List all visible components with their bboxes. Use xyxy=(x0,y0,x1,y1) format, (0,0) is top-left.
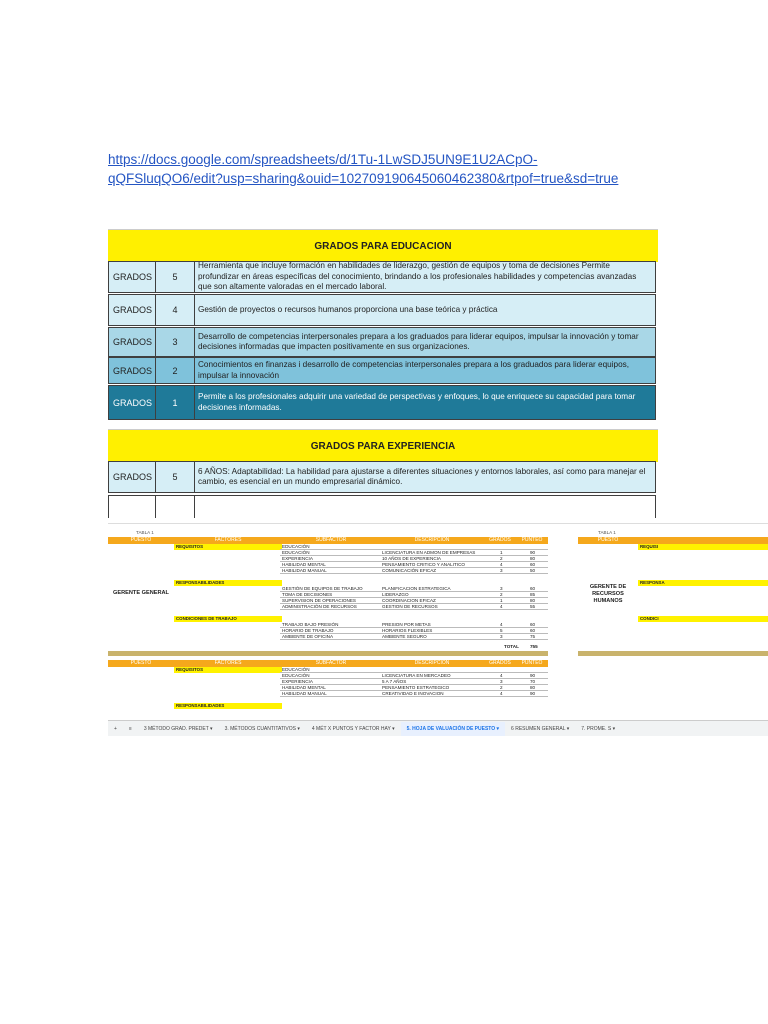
table-row xyxy=(108,327,656,357)
table-row xyxy=(108,357,656,384)
cell-g: 2 xyxy=(500,685,503,690)
table1-header: PUESTO FACTORES SUBFACTOR DESCRIPCION GRADOS PUNTEO xyxy=(108,537,548,544)
cell-g: 4 xyxy=(500,562,503,567)
cell-sub: EDUCACIÓN xyxy=(282,550,310,555)
right-table-header: PUESTO xyxy=(578,537,768,544)
cell-desc: PENSAMIENTO CRITICO Y ANALITICO xyxy=(382,562,465,567)
cell-p: 50 xyxy=(530,568,536,573)
cell-desc: 5 A 7 AÑOS xyxy=(382,679,407,684)
grado-number: 5 xyxy=(156,462,195,492)
cell-p: 85 xyxy=(530,592,536,597)
factor-group: REQUISI xyxy=(638,544,768,550)
cell-sub: EXPERIENCIA xyxy=(282,679,313,684)
cell-sub: EXPERIENCIA xyxy=(282,556,313,561)
cell-desc: PENSAMIENTO ESTRATEGICO xyxy=(382,685,450,690)
factor-group: CONDICIONES DE TRABAJO xyxy=(174,616,282,622)
cell-p: 90 xyxy=(530,673,536,678)
cell-sub: AMBIENTE DE OFICINA xyxy=(282,634,334,639)
cell-sub: SUPERVISION DE OPERACIONES xyxy=(282,598,356,603)
sheet-tab[interactable]: 6 RESUMEN GENERAL ▾ xyxy=(511,726,570,732)
cell-desc: CREATIVIDAD E INOVACION xyxy=(382,691,444,696)
grado-number: 3 xyxy=(156,328,195,356)
cell-g: 2 xyxy=(500,592,503,597)
add-sheet-button[interactable]: + xyxy=(114,726,117,732)
cell-p: 80 xyxy=(530,598,536,603)
table-row xyxy=(108,294,656,326)
grado-number: 4 xyxy=(156,295,195,325)
cell-desc: LICENCIATURA EN MERCADEO xyxy=(382,673,451,678)
cell-sub: TOMA DE DECISIONES xyxy=(282,592,333,597)
total-label: TOTAL xyxy=(504,644,519,649)
cell-desc: AMBIENTE SEGURO xyxy=(382,634,427,639)
grado-number: 2 xyxy=(156,358,195,383)
cell-sub: EDUCACIÓN xyxy=(282,544,310,549)
sheet-tab[interactable]: 4 MÉT X PUNTOS Y FACTOR HAY ▾ xyxy=(311,726,395,732)
cell-desc: HORARIOS FLEXIBLES xyxy=(382,628,433,633)
grado-description: Gestión de proyectos o recursos humanos proporciona una base teórica y práctica xyxy=(198,304,498,314)
link-line-2[interactable]: qQFSluqQO6/edit?usp=sharing&ouid=102709190645060462380&rtpof=true&sd=true xyxy=(108,171,619,186)
grado-description: Permite a los profesionales adquirir una variedad de perspectivas y enfoques, lo que enriquece su capacidad para tomar decisiones informadas. xyxy=(198,392,636,412)
cell-p: 60 xyxy=(530,586,536,591)
cell-sub: HABILIDAD MANUAL xyxy=(282,691,327,696)
grado-label: GRADOS xyxy=(109,328,156,356)
grado-label: GRADOS xyxy=(109,358,156,383)
cell-desc: PRESION POR METAS xyxy=(382,622,431,627)
tabla-label-right: TABLA 1 xyxy=(598,530,616,535)
table-row-partial xyxy=(108,495,656,518)
grado-description: 6 AÑOS: Adaptabilidad: La habilidad para ajustarse a diferentes situaciones y entornos laborales, así como para manejar el cambio, es esencial en un mundo empresarial dinámico. xyxy=(198,466,646,486)
experiencia-title: GRADOS PARA EXPERIENCIA xyxy=(108,429,658,462)
cell-g: 3 xyxy=(500,634,503,639)
grado-description: Herramienta que incluye formación en habilidades de liderazgo, gestión de equipos y toma de decisiones Permite profundizar en áreas específicas del conocimiento, brindando a los profesionales habilidades y competencias avanzadas que son altamente valoradas en el mercado laboral. xyxy=(198,261,637,292)
grado-label: GRADOS xyxy=(109,386,156,419)
cell-p: 75 xyxy=(530,634,536,639)
cell-g: 4 xyxy=(500,622,503,627)
cell-p: 60 xyxy=(530,628,536,633)
table-row xyxy=(108,385,656,420)
cell-p: 55 xyxy=(530,604,536,609)
grado-number: 5 xyxy=(156,262,195,292)
cell-sub: TRABAJO BAJO PRESIÓN xyxy=(282,622,339,627)
cell-p: 90 xyxy=(530,550,536,555)
grado-label: GRADOS xyxy=(109,262,156,292)
cell-g: 5 xyxy=(500,628,503,633)
cell-desc: 10 AÑOS DE EXPERIENCIA xyxy=(382,556,441,561)
sheet-tab-bar xyxy=(108,720,768,736)
factor-group: REQUISITOS xyxy=(174,667,282,673)
sheet-tab[interactable]: 3. MÉTODOS CUANTITATIVOS ▾ xyxy=(224,726,300,732)
cell-sub: EDUCACIÓN xyxy=(282,673,310,678)
cell-g: 1 xyxy=(500,550,503,555)
factor-group: CONDICI xyxy=(638,616,768,622)
puesto-name-right: GERENTE DE RECURSOS HUMANOS xyxy=(589,584,627,604)
educacion-title: GRADOS PARA EDUCACION xyxy=(108,229,658,262)
spreadsheet-link[interactable] xyxy=(108,150,668,188)
cell-p: 70 xyxy=(530,679,536,684)
table-row xyxy=(108,461,656,493)
grado-description: Conocimientos en finanzas i desarrollo de competencias interpersonales prepara a los graduados para liderar equipos, impulsar la innovación xyxy=(198,360,630,380)
total-value: 755 xyxy=(530,644,538,649)
cell-desc: LICENCIATURA EN ADMON DE EMPRESAS xyxy=(382,550,476,555)
cell-desc: COMUNICACIÓN EFICAZ xyxy=(382,568,437,573)
cell-sub: HABILIDAD MANUAL xyxy=(282,568,327,573)
table-row xyxy=(108,261,656,293)
grado-label: GRADOS xyxy=(109,462,156,492)
cell-desc: PLANIFICACION ESTRATEGICA xyxy=(382,586,451,591)
cell-g: 2 xyxy=(500,556,503,561)
cell-p: 80 xyxy=(530,556,536,561)
cell-desc: LIDERAZGO xyxy=(382,592,409,597)
cell-p: 60 xyxy=(530,622,536,627)
tabla-label: TABLA 1 xyxy=(136,530,154,535)
grados-table-image xyxy=(108,225,658,518)
cell-g: 1 xyxy=(500,598,503,603)
spreadsheet-screenshot xyxy=(108,523,768,736)
sheet-tab-active[interactable]: 5. HOJA DE VALUACIÓN DE PUESTO ▾ xyxy=(401,722,505,736)
cell-p: 90 xyxy=(530,691,536,696)
puesto-name: GERENTE GENERAL xyxy=(113,590,169,596)
cell-g: 4 xyxy=(500,691,503,696)
cell-desc: GESTION DE RECURSOS xyxy=(382,604,438,609)
cell-g: 3 xyxy=(500,568,503,573)
cell-sub: GESTIÓN DE EQUIPOS DE TRABAJO xyxy=(282,586,363,591)
sheet-tab[interactable]: 3 MÉTODO GRAD. PREDET ▾ xyxy=(143,726,213,732)
cell-sub: HABILIDAD MENTAL xyxy=(282,685,326,690)
grado-number: 1 xyxy=(156,386,195,419)
cell-desc: COORDINACION EFICAZ xyxy=(382,598,436,603)
cell-g: 4 xyxy=(500,604,503,609)
cell-sub: HABILIDAD MENTAL xyxy=(282,562,326,567)
factor-group: RESPONSA xyxy=(638,580,768,586)
grado-label: GRADOS xyxy=(109,295,156,325)
cell-sub: EDUCACIÓN xyxy=(282,667,310,672)
table2-header: PUESTO FACTORES SUBFACTOR DESCRIPCION GRADOS PUNTEO xyxy=(108,660,548,667)
link-line-1[interactable]: https://docs.google.com/spreadsheets/d/1Tu-1LwSDJ5UN9E1U2ACpO- xyxy=(108,152,538,167)
cell-sub: ADMINISTRACIÓN DE RECURSOS xyxy=(282,604,357,609)
cell-g: 3 xyxy=(500,586,503,591)
cell-g: 3 xyxy=(500,679,503,684)
all-sheets-menu-icon[interactable]: ≡ xyxy=(128,726,132,732)
cell-p: 80 xyxy=(530,685,536,690)
grado-description: Desarrollo de competencias interpersonales prepara a los graduados para liderar equipos, impulsar la innovación y tomar decisiones informadas que impacten positivamente en sus organizaciones. xyxy=(198,331,639,351)
sheet-tab[interactable]: 7. PROME. S ▾ xyxy=(581,726,616,732)
factor-group: RESPONSABILIDADES xyxy=(174,580,282,586)
cell-p: 60 xyxy=(530,562,536,567)
factor-group: RESPONSABILIDADES xyxy=(174,703,282,709)
factor-group: REQUISITOS xyxy=(174,544,282,550)
cell-sub: HORARIO DE TRABAJO xyxy=(282,628,334,633)
cell-g: 4 xyxy=(500,673,503,678)
